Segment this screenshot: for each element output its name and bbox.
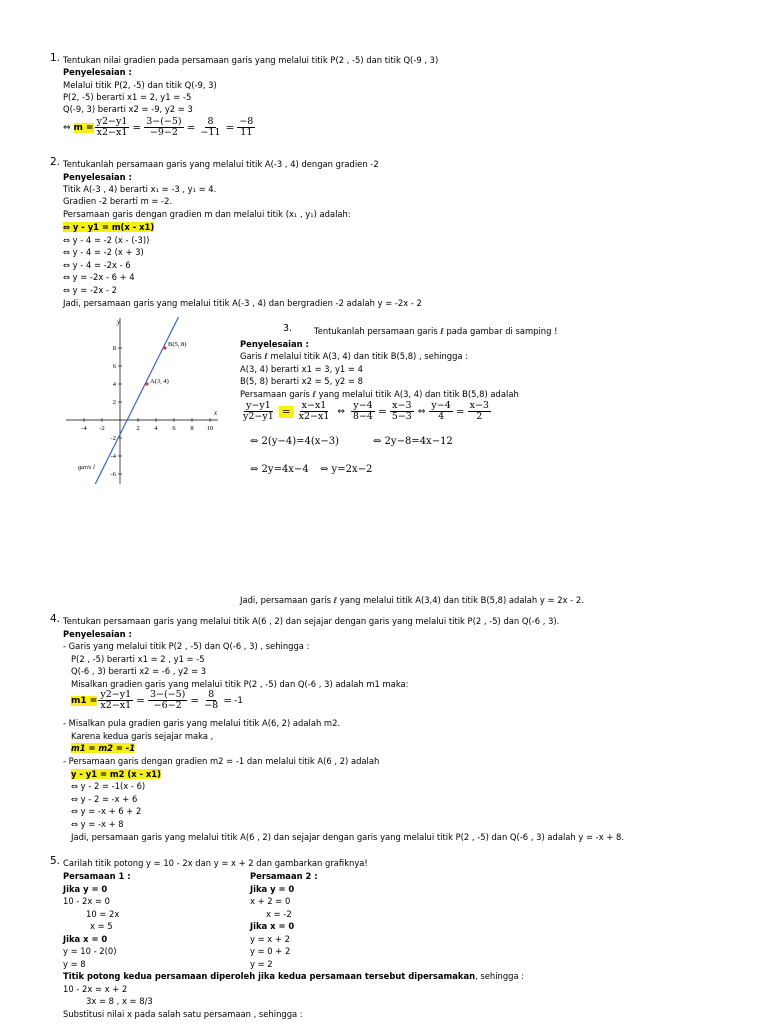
m1-result: -1 <box>234 695 243 706</box>
persamaan-1-line: y = 10 - 2(0) <box>63 946 117 956</box>
problem-4-gradient-formula: m1 = $\frac{y2-y1}{x2-x1}$ = $\frac{3-(-5)}{-6-2}$ = $\frac{8}{-8}$ = -1 <box>71 689 243 711</box>
problem-1-question: Tentukan nilai gradien pada persamaan garis yang melalui titik P(2 , -5) dan titik Q(-9 , 3) <box>63 55 439 65</box>
problem-2-step: ⇔ y - 4 = -2 (x + 3) <box>63 247 144 257</box>
problem-4-step: ⇔ y = -x + 6 + 2 <box>71 806 142 816</box>
problem-3-heading: Penyelesaian : <box>240 339 309 349</box>
problem-2-conclusion: Jadi, persamaan garis yang melalui titik A(-3 , 4) dan bergradien -2 adalah y = -2x - 2 <box>63 298 422 308</box>
problem-4-line: - Persamaan garis dengan gradien m2 = -1 dan melalui titik A(6 , 2) adalah <box>63 756 380 766</box>
fraction: $\frac{x-3}{2}$ <box>469 400 489 422</box>
persamaan-1-line: 10 - 2x = 0 <box>63 896 110 906</box>
persamaan-2-line: x = -2 <box>266 909 292 919</box>
point-a <box>145 382 148 385</box>
persamaan-1-line: x = 5 <box>90 921 113 931</box>
problem-5-number: 5. <box>50 855 61 867</box>
y-tick-label: 6 <box>112 363 116 370</box>
problem-3-step: ⇔ 2(y−4)=4(x−3) <box>250 436 340 447</box>
problem-2-step: ⇔ y = -2x - 2 <box>63 285 117 295</box>
problem-4-question: Tentukan persamaan garis yang melalui titik A(6 , 2) dan sejajar dengan garis yang melalui titik P(2 , -5) dan Q(-6 , 3). <box>63 616 560 626</box>
problem-4-heading: Penyelesaian : <box>63 629 132 639</box>
persamaan-2-line: y = x + 2 <box>250 934 290 944</box>
fraction: $\frac{3-(-5)}{-9-2}$ <box>146 116 182 138</box>
persamaan-1-line: y = 8 <box>63 959 86 969</box>
y-axis-label: y <box>117 318 121 326</box>
problem-4-line: Q(-6 , 3) berarti x2 = -6 , y2 = 3 <box>71 666 207 676</box>
problem-5-step: 3x = 8 , x = 8/3 <box>86 996 153 1006</box>
y-tick-label: -6 <box>110 471 116 478</box>
persamaan-2-line: y = 0 + 2 <box>250 946 291 956</box>
problem-4-step: ⇔ y - 2 = -x + 6 <box>71 794 138 804</box>
problem-2-step: ⇔ y - 4 = -2x - 6 <box>63 260 131 270</box>
intersection-sentence: Titik potong kedua persamaan diperoleh jika kedua persamaan tersebut dipersamakan, sehingga : <box>63 971 525 981</box>
problem-3-number: 3. <box>283 323 293 334</box>
problem-2-step: ⇔ y = -2x - 6 + 4 <box>63 272 135 282</box>
x-tick-label: 2 <box>136 425 140 432</box>
problem-4-formula: y - y1 = m2 (x - x1) <box>71 769 161 779</box>
fraction: $\frac{y2-y1}{x2-x1}$ <box>100 689 132 711</box>
problem-3-line: Garis ℓ melalui titik A(3, 4) dan titik B(5,8) , sehingga : <box>240 351 469 361</box>
problem-4-step: ⇔ y = -x + 8 <box>71 819 124 829</box>
persamaan-2-line: y = 2 <box>250 959 273 969</box>
x-tick-label: -4 <box>81 425 87 432</box>
problem-2-line: Gradien -2 berarti m = -2. <box>63 196 173 206</box>
line-graph <box>64 314 224 490</box>
problem-2-step: ⇔ y - 4 = -2 (x - (-3)) <box>63 235 150 245</box>
problem-4-conclusion: Jadi, persamaan garis yang melalui titik A(6 , 2) dan sejajar dengan garis yang melalui titik P(2 , -5) dan Q(-6 , 3) adalah y = -x + 8. <box>71 832 624 842</box>
fraction: $\frac{3-(-5)}{-6-2}$ <box>149 689 186 711</box>
persamaan-2-line: x + 2 = 0 <box>250 896 291 906</box>
fraction: $\frac{x-3}{5-3}$ <box>391 400 412 422</box>
fraction: $\frac{y-4}{8-4}$ <box>352 400 373 422</box>
persamaan-2-heading: Persamaan 2 : <box>250 871 318 881</box>
fraction: $\frac{y2-y1}{x2-x1}$ <box>96 116 128 138</box>
problem-4-line: Misalkan gradien garis yang melalui titik P(2 , -5) dan Q(-6 , 3) adalah m1 maka: <box>71 679 409 689</box>
problem-5-question: Carilah titik potong y = 10 - 2x dan y = x + 2 dan gambarkan grafiknya! <box>63 858 368 868</box>
problem-3-line: B(5, 8) berarti x2 = 5, y2 = 8 <box>240 376 363 386</box>
fraction: $\frac{8}{-11}$ <box>200 116 221 138</box>
problem-2-heading: Penyelesaian : <box>63 172 132 182</box>
m-label: m = <box>73 122 94 133</box>
problem-2-formula: ⇔ y - y1 = m(x - x1) <box>63 222 155 232</box>
problem-4-step: ⇔ y - 2 = -1(x - 6) <box>71 781 146 791</box>
problem-2-line: Titik A(-3 , 4) berarti x₁ = -3 , y₁ = 4. <box>63 184 217 194</box>
line-l <box>95 317 178 484</box>
equivalence-arrow: ⇔ <box>63 122 71 133</box>
problem-3-line: Persamaan garis ℓ yang melalui titik A(3, 4) dan titik B(5,8) adalah <box>240 389 519 399</box>
problem-4-line: Karena kedua garis sejajar maka , <box>71 731 214 741</box>
problem-1-line: Q(-9, 3) berarti x2 = -9, y2 = 3 <box>63 104 193 114</box>
problem-1-heading: Penyelesaian : <box>63 67 132 77</box>
x-tick-label: -2 <box>99 425 105 432</box>
point-b <box>163 346 166 349</box>
persamaan-1-line: Jika y = 0 <box>63 884 108 894</box>
y-tick-label: 8 <box>112 345 116 352</box>
m1-label: m1 = <box>71 695 98 706</box>
fraction: $\frac{8}{-8}$ <box>204 689 219 711</box>
problem-1-line: P(2, -5) berarti x1 = 2, y1 = -5 <box>63 92 192 102</box>
y-tick-label: -2 <box>110 435 116 442</box>
problem-5-step: Substitusi nilai x pada salah satu persamaan , sehingga : <box>63 1009 303 1019</box>
line-l-label: garis l <box>78 464 95 471</box>
problem-1-number: 1. <box>50 52 61 64</box>
y-tick-label: 4 <box>112 381 116 388</box>
problem-3-equation: $\frac{y-y1}{y2-y1}$ = $\frac{x-x1}{x2-x1}$ ⇔ $\frac{y-4}{8-4}$ = $\frac{x-3}{5-3}$ ⇔ $\frac{y-4}{4}$ = $\frac{x-3}{2}$ <box>243 400 489 422</box>
problem-4-line: P(2 , -5) berarti x1 = 2 , y1 = -5 <box>71 654 205 664</box>
problem-4-parallel-gradient: m1 = m2 = -1 <box>71 743 136 753</box>
x-tick-label: 4 <box>154 425 158 432</box>
problem-3-step: ⇔ 2y=4x−4 <box>250 464 309 475</box>
problem-4-number: 4. <box>50 613 61 625</box>
problem-3-question: Tentukanlah persamaan garis ℓ pada gambar di samping ! <box>314 326 558 336</box>
problem-2-line: Persamaan garis dengan gradien m dan melalui titik (x₁ , y₁) adalah: <box>63 209 351 219</box>
problem-5-step: 10 - 2x = x + 2 <box>63 984 128 994</box>
fraction: $\frac{-8}{11}$ <box>239 116 254 138</box>
point-a-label: A(3, 4) <box>150 378 169 385</box>
x-axis-label: x <box>214 409 218 417</box>
x-tick-label: 8 <box>190 425 194 432</box>
problem-3-line: A(3, 4) berarti x1 = 3, y1 = 4 <box>240 364 363 374</box>
fraction: $\frac{y-y1}{y2-y1}$ <box>243 400 274 422</box>
y-tick-label: -4 <box>110 453 116 460</box>
problem-3-conclusion: Jadi, persamaan garis ℓ yang melalui titik A(3,4) dan titik B(5,8) adalah y = 2x - 2. <box>240 595 584 605</box>
fraction: $\frac{y-4}{4}$ <box>431 400 451 422</box>
problem-3-step: ⇔ y=2x−2 <box>320 464 373 475</box>
persamaan-1-heading: Persamaan 1 : <box>63 871 131 881</box>
x-tick-label: 6 <box>172 425 176 432</box>
persamaan-1-line: 10 = 2x <box>86 909 120 919</box>
x-tick-label: 10 <box>206 425 214 432</box>
persamaan-1-line: Jika x = 0 <box>63 934 108 944</box>
problem-2-number: 2. <box>50 156 61 168</box>
problem-1-line: Melalui titik P(2, -5) dan titik Q(-9, 3) <box>63 80 217 90</box>
y-tick-label: 2 <box>112 399 116 406</box>
problem-1-gradient-formula: ⇔ m = $\frac{y2-y1}{x2-x1}$ = $\frac{3-(-5)}{-9-2}$ = $\frac{8}{-11}$ = $\frac{-8}{11}$ <box>63 116 254 138</box>
problem-2-question: Tentukanlah persamaan garis yang melalui titik A(-3 , 4) dengan gradien -2 <box>63 159 379 169</box>
problem-4-line: - Garis yang melalui titik P(2 , -5) dan Q(-6 , 3) , sehingga : <box>63 641 310 651</box>
persamaan-2-line: Jika x = 0 <box>250 921 295 931</box>
problem-4-line: - Misalkan pula gradien garis yang melalui titik A(6, 2) adalah m2. <box>63 718 341 728</box>
fraction: $\frac{x-x1}{x2-x1}$ <box>298 400 330 422</box>
persamaan-2-line: Jika y = 0 <box>250 884 295 894</box>
problem-3-step: ⇔ 2y−8=4x−12 <box>373 436 453 447</box>
point-b-label: B(5, 8) <box>168 341 187 348</box>
